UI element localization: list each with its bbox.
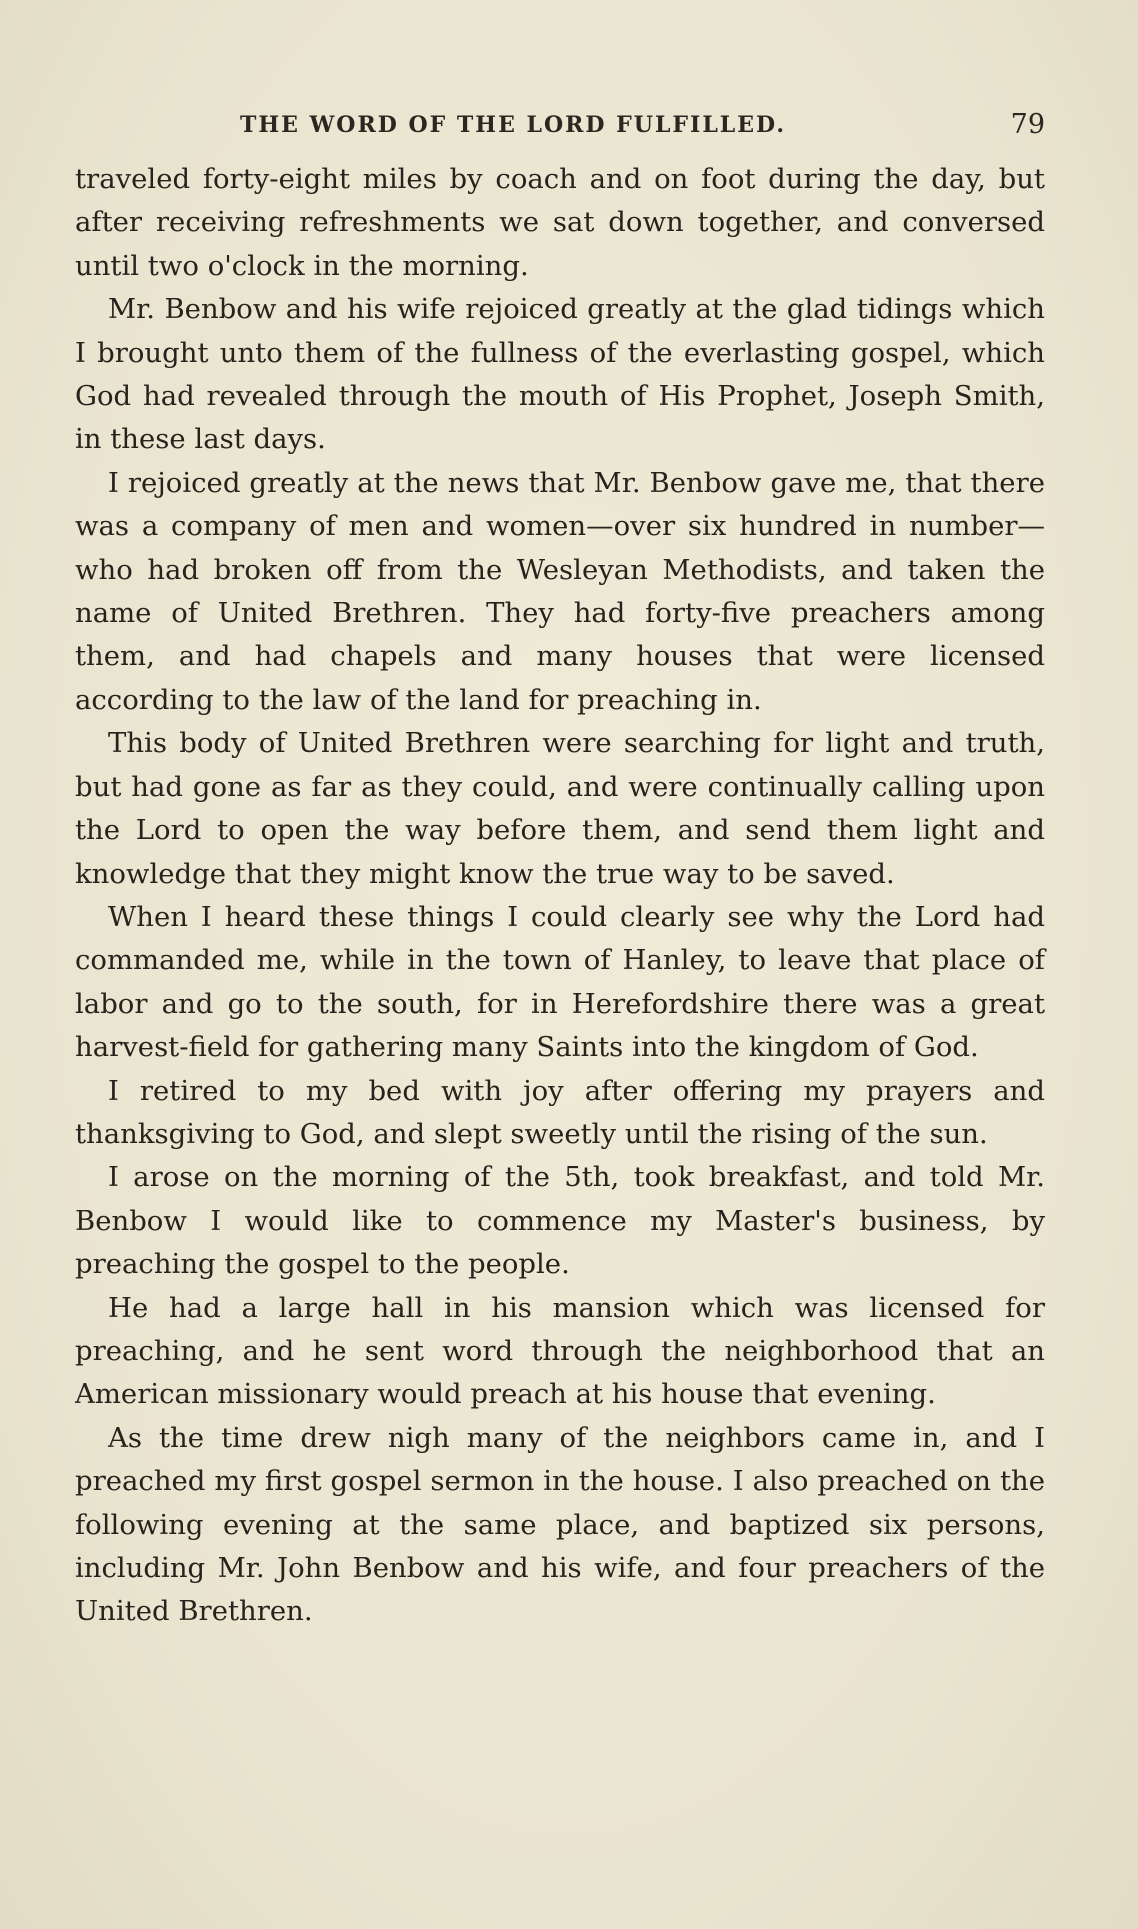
paragraph: I arose on the morning of the 5th, took breakfast, and told Mr. Benbow I would like to commence my Master's business, by preaching the gospel to the people.: [75, 1161, 1045, 1281]
page-header: [75, 105, 1045, 145]
paragraph: I rejoiced greatly at the news that Mr. Benbow gave me, that there was a company of men and women—over six hundred in number—who had broken off from the Wesleyan Methodists, and taken the name of United Brethren. They had forty-five preachers among them, and had chapels and many houses that were licensed according to the law of the land for preaching in.: [75, 466, 1045, 716]
paragraph: I retired to my bed with joy after offering my prayers and thanksgiving to God, and slept sweetly until the rising of the sun.: [75, 1074, 1045, 1150]
paragraph: Mr. Benbow and his wife rejoiced greatly at the glad tidings which I brought unto them of the fullness of the everlasting gospel, which God had revealed through the mouth of His Prophet, Joseph Smith, in these last days.: [75, 293, 1045, 456]
paragraph: This body of United Brethren were searching for light and truth, but had gone as far as they could, and were continually calling upon the Lord to open the way before them, and send them light and knowledge that they might know the true way to be saved.: [75, 727, 1045, 890]
body-text: [75, 158, 1045, 1634]
running-title: THE WORD OF THE LORD FULFILLED.: [240, 112, 786, 138]
paragraph: He had a large hall in his mansion which was licensed for preaching, and he sent word through the neighborhood that an American missionary would preach at his house that evening.: [75, 1291, 1045, 1411]
page-number: 79: [1010, 109, 1045, 140]
paragraph-continued: traveled forty-eight miles by coach and on foot during the day, but after receiving refreshments we sat down together, and conversed until two o'clock in the morning.: [75, 163, 1045, 282]
paragraph: As the time drew nigh many of the neighbors came in, and I preached my first gospel sermon in the house. I also preached on the following evening at the same place, and baptized six persons, including Mr. John Benbow and his wife, and four preachers of the United Brethren.: [75, 1421, 1045, 1628]
paragraph: When I heard these things I could clearly see why the Lord had commanded me, while in the town of Hanley, to leave that place of labor and go to the south, for in Herefordshire there was a great harvest-field for gathering many Saints into the kingdom of God.: [75, 900, 1045, 1064]
